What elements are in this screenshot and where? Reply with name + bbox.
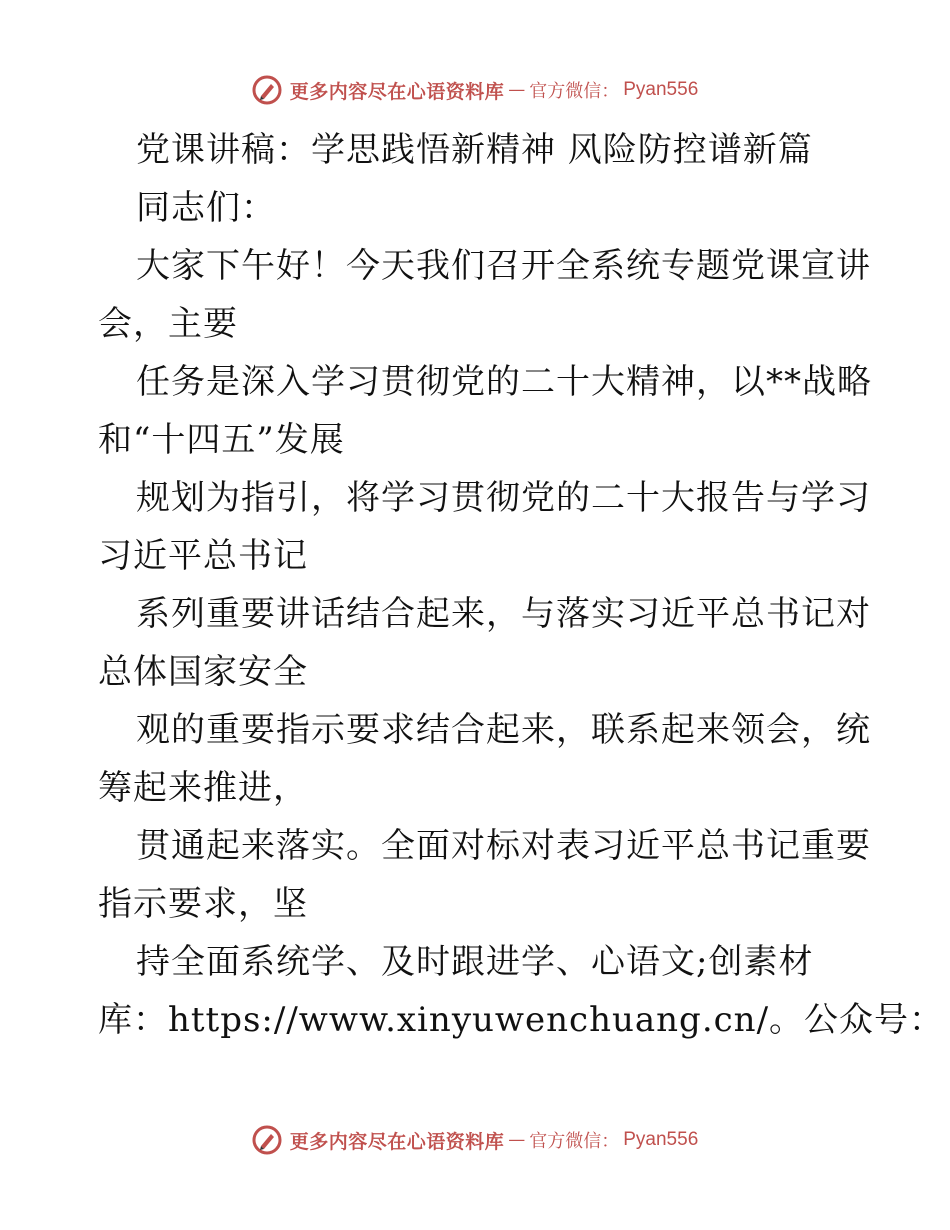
pen-logo-icon (252, 75, 282, 105)
document-title: 党课讲稿：学思践悟新精神 风险防控谱新篇 (136, 130, 813, 170)
body-line: 规划为指引，将学习贯彻党的二十大报告与学习 (136, 478, 871, 518)
watermark-separator: — (508, 1130, 526, 1150)
watermark-wechat-id: Pyan556 (623, 79, 699, 100)
watermark-separator: — (508, 80, 526, 100)
body-line: 观的重要指示要求结合起来，联系起来领会，统 (136, 710, 871, 750)
watermark-brand: 更多内容尽在心语资料库 (289, 1130, 505, 1153)
body-line: 总体国家安全 (98, 652, 308, 692)
body-line: 习近平总书记 (98, 536, 308, 576)
body-line: 筹起来推进， (98, 768, 308, 808)
footer-watermark (0, 1122, 950, 1158)
body-line: 任务是深入学习贯彻党的二十大精神，以**战略 (136, 362, 872, 402)
document-body (98, 121, 945, 1049)
watermark-brand: 更多内容尽在心语资料库 (289, 80, 505, 103)
body-line: 贯通起来落实。全面对标对表习近平总书记重要 (136, 826, 871, 866)
body-line: 指示要求，坚 (98, 884, 308, 924)
header-watermark (0, 72, 950, 108)
watermark-label: 官方微信： (529, 1131, 620, 1152)
body-line: 大家下午好！今天我们召开全系统专题党课宣讲 (136, 246, 871, 286)
salutation: 同志们： (136, 188, 276, 228)
body-line: 系列重要讲话结合起来，与落实习近平总书记对 (136, 594, 871, 634)
body-line: 和“十四五”发展 (98, 420, 345, 460)
body-line: 持全面系统学、及时跟进学、心语文;创素材 (136, 942, 814, 982)
body-line-url: 库：https://www.xinyuwenchuang.cn/。公众号： (98, 1000, 945, 1040)
pen-logo-icon (252, 1125, 282, 1155)
body-line: 会，主要 (98, 304, 238, 344)
watermark-wechat-id: Pyan556 (623, 1129, 699, 1150)
watermark-label: 官方微信： (529, 81, 620, 102)
